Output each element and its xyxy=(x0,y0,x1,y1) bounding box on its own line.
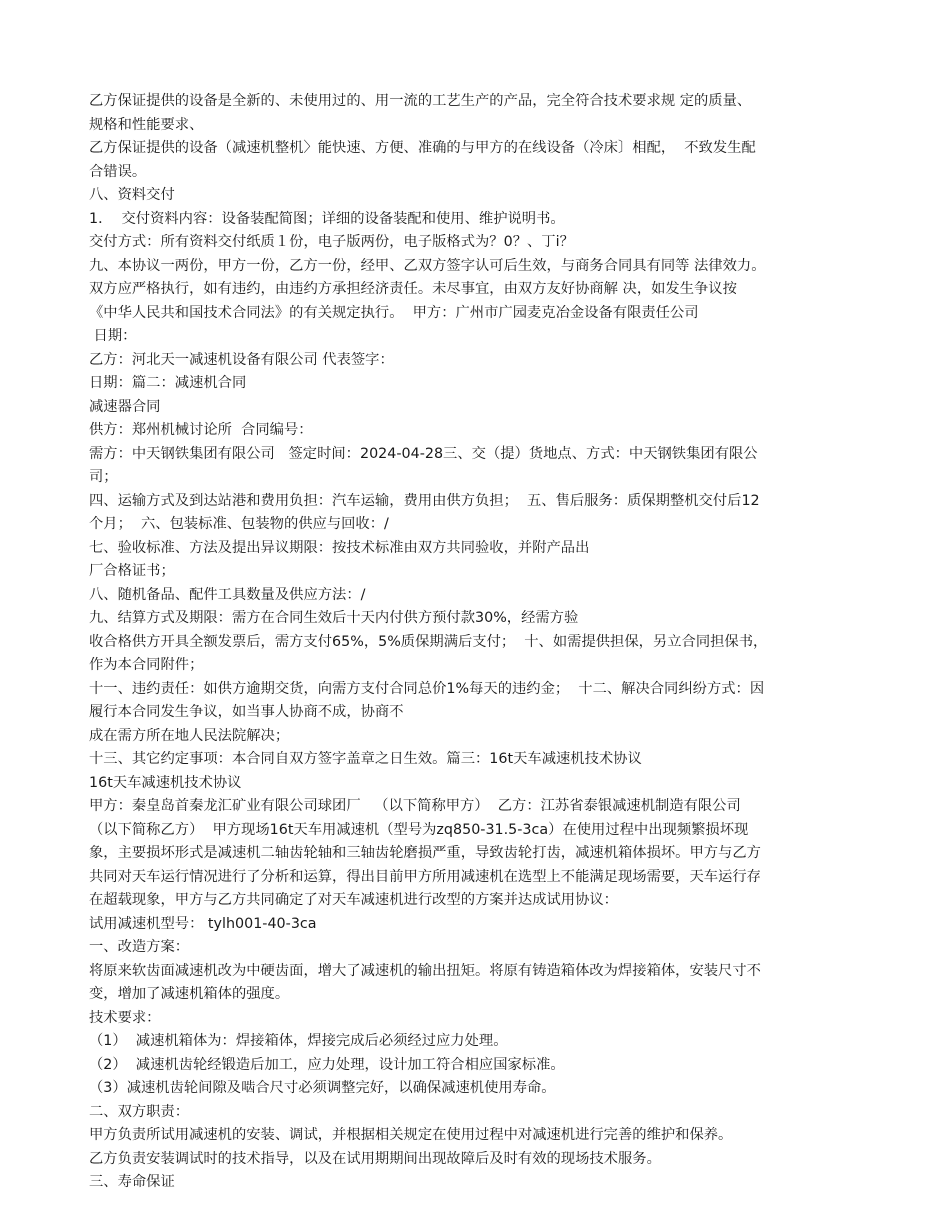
text-line: 个月； 六、包装标准、包装物的供应与回收：/ xyxy=(89,516,389,532)
text-line: 八、随机备品、配件工具数量及供应方法：/ xyxy=(89,586,366,603)
text-line: 需方：中天钢铁集团有限公司 签定时间：2024-04-28三、交（提）货地点、方式：中天钢铁集团有限公 xyxy=(89,445,758,462)
text-line: （1） 减速机箱体为：焊接箱体，焊接完成后必须经过应力处理。 xyxy=(89,1033,508,1049)
text-line: 二、双方职责： xyxy=(89,1103,190,1120)
text-line: 收合格供方开具全额发票后，需方支付65%，5%质保期满后支付； 十、如需提供担保，另立合同担保书， xyxy=(89,633,768,650)
text-line: 试用减速机型号： tylh001-40-3ca xyxy=(89,915,317,932)
text-line: 交付方式：所有资料交付纸质１份，电子版两份，电子版格式为？0？、丁i？ xyxy=(89,234,574,250)
text-line: 乙方：河北天一减速机设备有限公司 代表签字： xyxy=(89,351,394,368)
text-line: 乙方保证提供的设备是全新的、未使用过的、用一流的工艺生产的产品，完全符合技术要求规 定的质量、 xyxy=(89,93,752,109)
text-line: 供方：郑州机械讨论所 合同编号： xyxy=(89,422,313,438)
text-line: 厂合格证书； xyxy=(89,563,175,579)
text-line: 乙方保证提供的设备（减速机整机〉能快速、方便、准确的与甲方的在线设备（冷床〕相配， 不致发生配 xyxy=(89,140,756,156)
text-line: 减速器合同 xyxy=(89,398,161,415)
text-line: （以下简称乙方） 甲方现场16t天车用减速机（型号为zq850-31.5-3ca）在使用过程中出现频繁损坏现 xyxy=(89,821,749,838)
text-line: 四、运输方式及到达站港和费用负担：汽车运输，费用由供方负担； 五、售后服务：质保期整机交付后12 xyxy=(89,492,760,509)
text-line: 技术要求： xyxy=(89,1009,161,1026)
text-line: 十一、违约责任：如供方逾期交货，向需方支付合同总价1%每天的违约金； 十二、解决合同纠纷方式：因 xyxy=(89,680,765,697)
text-line: 日期：篇二：减速机合同 xyxy=(89,375,247,391)
text-line: 七、验收标准、方法及提出异议期限：按技术标准由双方共同验收，并附产品出 xyxy=(89,539,590,556)
text-line: 《中华人民共和国技术合同法》的有关规定执行。 甲方：广州市广园麦克冶金设备有限责任公司 xyxy=(89,304,699,321)
text-line: 将原来软齿面减速机改为中硬齿面，增大了减速机的输出扭矩。将原有铸造箱体改为焊接箱体，安装尺寸不 xyxy=(89,962,761,979)
text-line: 三、寿命保证 xyxy=(89,1174,175,1190)
text-line: 十三、其它约定事项：本合同自双方签字盖章之日生效。篇三：16t天车减速机技术协议 xyxy=(89,751,642,767)
text-line: 甲方负责所试用减速机的安装、调试，并根据相关规定在使用过程中对减速机进行完善的维护和保养。 xyxy=(89,1127,733,1143)
text-line: 变，增加了减速机箱体的强度。 xyxy=(89,986,290,1002)
text-line: （3）减速机齿轮间隙及啮合尺寸必须调整完好，以确保减速机使用寿命。 xyxy=(89,1080,556,1096)
document-body xyxy=(89,90,861,1195)
text-line: 乙方负责安装调试时的技术指导，以及在试用期期间出现故障后及时有效的现场技术服务。 xyxy=(89,1150,661,1167)
text-line: 甲方：秦皇岛首秦龙汇矿业有限公司球团厂 （以下简称甲方） 乙方：江苏省泰银减速机制造有限公司 xyxy=(89,798,741,814)
text-line: 作为本合同附件； xyxy=(89,657,204,673)
text-line: 合错误。 xyxy=(89,163,147,180)
text-line: 履行本合同发生争议，如当事人协商不成，协商不 xyxy=(89,704,404,720)
text-line: 九、结算方式及期限：需方在合同生效后十天内付供方预付款30%，经需方验 xyxy=(89,610,579,626)
text-line: 一、改造方案： xyxy=(89,939,190,955)
text-line: 成在需方所在地人民法院解决； xyxy=(89,727,290,744)
text-line: 1． 交付资料内容：设备装配简图；详细的设备装配和使用、维护说明书。 xyxy=(89,210,565,227)
text-line: 双方应严格执行，如有违约，由违约方承担经济责任。未尽事宜，由双方友好协商解 决，如发生争议按 xyxy=(89,281,737,297)
text-line: 司； xyxy=(89,469,118,485)
text-line: 共同对天车运行情况进行了分析和运算，得出目前甲方所用减速机在选型上不能满足现场需要，天车运行存 xyxy=(89,868,761,885)
text-line: 象，主要损坏形式是减速机二轴齿轮轴和三轴齿轮磨损严重，导致齿轮打齿，减速机箱体损坏。甲方与乙方 xyxy=(89,845,761,861)
text-line: 日期： xyxy=(89,328,137,344)
text-line: 规格和性能要求、 xyxy=(89,116,204,133)
text-line: 16t天车减速机技术协议 xyxy=(89,774,242,791)
text-line: 在超载现象，甲方与乙方共同确定了对天车减速机进行改型的方案并达成试用协议： xyxy=(89,892,618,908)
text-line: （2） 减速机齿轮经锻造后加工，应力处理，设计加工符合相应国家标准。 xyxy=(89,1056,565,1073)
text-line: 八、资料交付 xyxy=(89,187,175,203)
text-line: 九、本协议一两份，甲方一份，乙方一份，经甲、乙双方签字认可后生效，与商务合同具有同等 法律效力。 xyxy=(89,257,766,274)
